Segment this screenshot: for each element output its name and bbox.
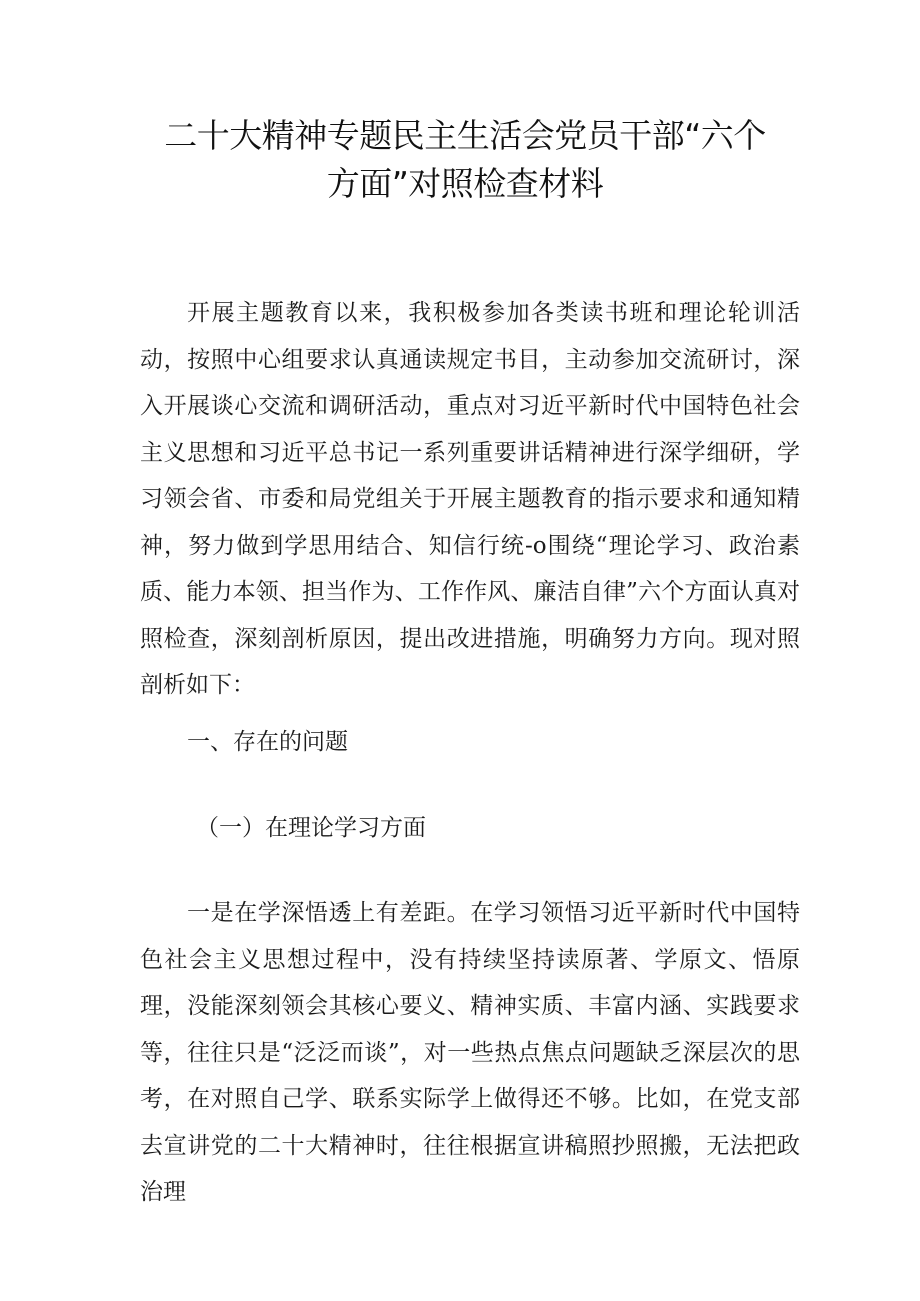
title-line-1: 二十大精神专题民主生活会党员干部“六个 (164, 116, 766, 155)
intro-paragraph: 开展主题教育以来，我积极参加各类读书班和理论轮训活动，按照中心组要求认真通读规定书目，主动参加交流研讨，深入开展谈心交流和调研活动，重点对习近平新时代中国特色社会主义思想和习近平总书记一系列重要讲话精神进行深学细研，学习领会省、市委和局党组关于开展主题教育的指示要求和通知精神，努力做到学思用结合、知信行统-o围绕“理论学习、政治素质、能力本领、担当作为、工作作风、廉洁自律”六个方面认真对照检查，深刻剖析原因，提出改进措施，明确努力方向。现对照剖析如下： (140, 300, 800, 698)
subsection-heading: （一）在理论学习方面 (196, 815, 426, 841)
section-heading: 一、存在的问题 (187, 729, 348, 755)
document-title (120, 112, 810, 208)
title-line-2: 方面”对照检查材料 (326, 164, 604, 203)
body-paragraph: 一是在学深悟透上有差距。在学习领悟习近平新时代中国特色社会主义思想过程中，没有持续坚持读原著、学原文、悟原理，没能深刻领会其核心要义、精神实质、丰富内涵、实践要求等，往往只是“泛泛而谈”，对一些热点焦点问题缺乏深层次的思考，在对照自己学、联系实际学上做得还不够。比如，在党支部去宣讲党的二十大精神时，往往根据宣讲稿照抄照搬，无法把政治理 (140, 900, 800, 1205)
